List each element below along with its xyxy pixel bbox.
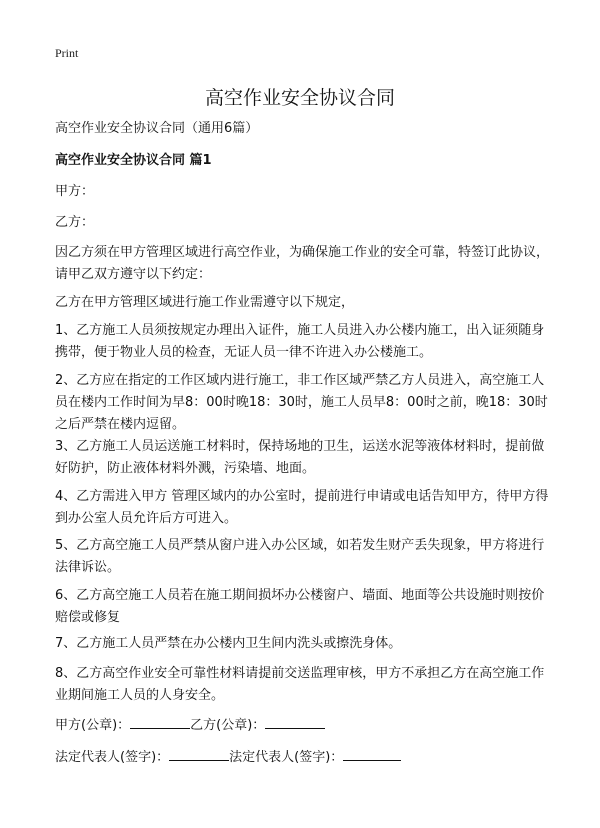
clause-3: 3、乙方施工人员运送施工材料时，保持场地的卫生，运送水泥等液体材料时，提前做好防护，防止液体材料外溅，污染墙、地面。 [55,439,545,476]
party-a-seal-label: 甲方(公章)： [55,718,131,733]
rep-b-blank [343,746,401,761]
clause-7: 7、乙方施工人员严禁在办公楼内卫生间内洗头或擦洗身体。 [55,636,402,651]
clause-4: 4、乙方需进入甲方 管理区域内的办公室时，提前进行申请或电话告知甲方，待甲方得到办公室人员允许后方可进入。 [55,489,549,526]
party-a-label: 甲方： [55,184,95,199]
clause-8: 8、乙方高空作业安全可靠性材料请提前交送监理审核，甲方不承担乙方在高空施工作业期间施工人员的人身安全。 [55,666,545,703]
rules-lead: 乙方在甲方管理区域进行施工作业需遵守以下规定， [55,295,355,310]
document-title: 高空作业安全协议合同 [204,87,395,109]
seal-row [55,714,555,737]
party-b-label: 乙方： [55,215,95,230]
clause-5: 5、乙方高空施工人员严禁从窗户进入办公区域，如若发生财产丢失现象，甲方将进行法律诉讼。 [55,538,545,575]
clause-1: 1、乙方施工人员须按规定办理出入证件，施工人员进入办公楼内施工，出入证须随身携带，便于物业人员的检查，无证人员一律不许进入办公楼施工。 [55,323,545,360]
rep-b-label: 法定代表人(签字)： [229,750,344,765]
intro-paragraph: 因乙方须在甲方管理区域进行高空作业，为确保施工作业的安全可靠，特签订此协议，请甲乙双方遵守以下约定： [55,245,550,282]
print-link[interactable]: Print [55,46,79,60]
section-heading: 高空作业安全协议合同 篇1 [55,153,212,168]
representative-row [55,746,555,769]
party-b-seal-blank [265,714,325,729]
party-a-seal-blank [130,714,190,729]
party-b-seal-label: 乙方(公章)： [190,718,266,733]
clause-6: 6、乙方高空施工人员若在施工期间损坏办公楼窗户、墙面、地面等公共设施时则按价赔偿或修复 [55,588,545,625]
document-subtitle: 高空作业安全协议合同（通用6篇） [55,121,259,136]
rep-a-blank [169,746,229,761]
rep-a-label: 法定代表人(签字)： [55,750,170,765]
clause-2: 2、乙方应在指定的工作区域内进行施工，非工作区域严禁乙方人员进入，高空施工人员在楼内工作时间为早8：00时晚18：30时，施工人员早8：00时之前，晚18：30时之后严禁在楼内逗留。 [55,373,548,432]
